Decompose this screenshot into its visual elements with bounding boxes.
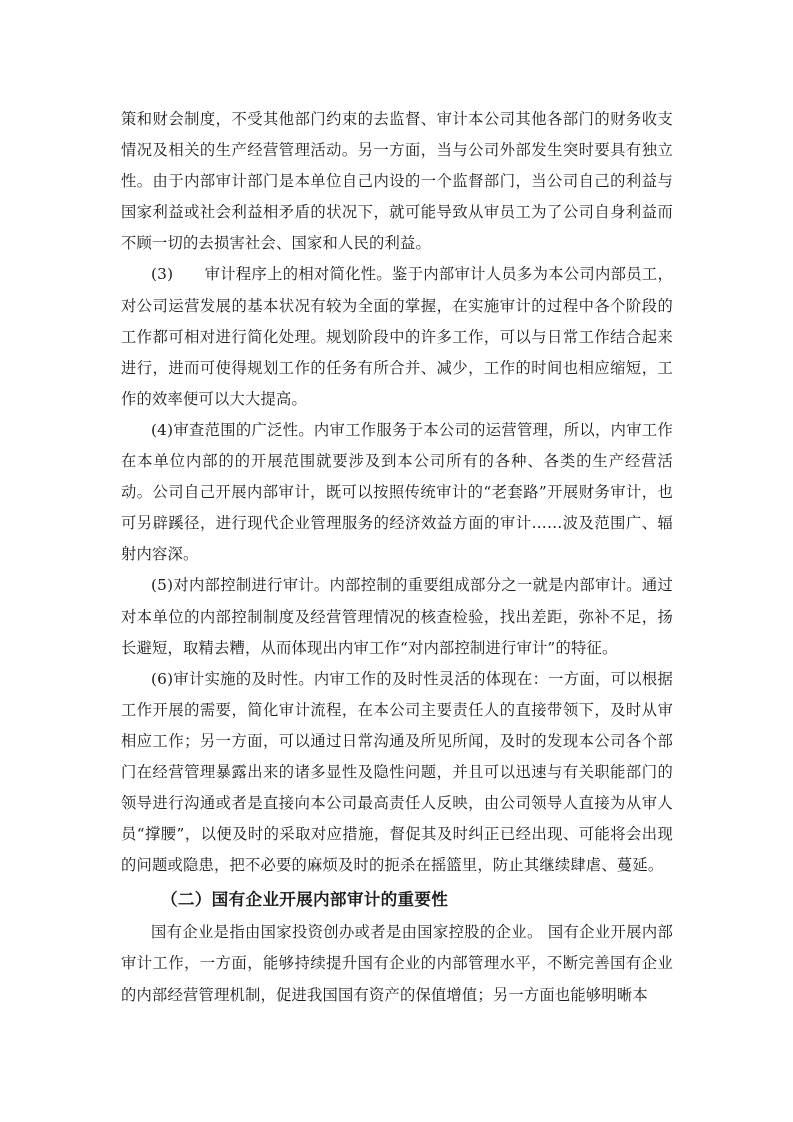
paragraph-broad-scope: (4)审查范围的广泛性。内审工作服务于本公司的运营管理，所以，内审工作在本单位内部的的开展范围就要涉及到本公司所有的各种、各类的生产经营活动。公司自己开展内部审计，既可以按照传统审计的“老套路”开展财务审计，也可另辟蹊径，进行现代企业管理服务的经济效益方面的审计……波及范围广、辐射内容深。 bbox=[121, 420, 673, 564]
paragraph-timeliness: (6)审计实施的及时性。内审工作的及时性灵活的体现在：一方面，可以根据工作开展的需要，简化审计流程，在本公司主要责任人的直接带领下，及时从审相应工作；另一方面，可以通过日常沟通及所见所闻，及时的发现本公司各个部门在经营管理暴露出来的诸多显性及隐性问题，并且可以迅速与有关职能部门的领导进行沟通或者是直接向本公司最高责任人反映，由公司领导人直接为从审人员“撑腰”，以便及时的采取对应措施，督促其及时纠正已经出现、可能将会出现的问题或隐患，把不必要的麻烦及时的扼杀在摇篮里，防止其继续肆虐、蔓延。 bbox=[121, 669, 673, 875]
section-heading: （二）国有企业开展内部审计的重要性 bbox=[161, 890, 449, 910]
paragraph-simplified-procedure: (3) 审计程序上的相对简化性。鉴于内部审计人员多为本公司内部员工，对公司运营发展的基本状况有较为全面的掌握，在实施审计的过程中各个阶段的工作都可相对进行简化处理。规划阶段中的许多工作，可以与日常工作结合起来进行，进而可使得规划工作的任务有所合并、减少，工作的时间也相应缩短，工作的效率便可以大大提高。 bbox=[121, 265, 673, 408]
paragraph-independence-continued: 策和财会制度，不受其他部门约束的去监督、审计本公司其他各部门的财务收支情况及相关的生产经营管理活动。另一方面，当与公司外部发生突时要具有独立性。由于内部审计部门是本单位自己内设的一个监督部门，当公司自己的利益与国家利益或社会利益相矛盾的状况下，就可能导致从审员工为了公司自身利益而不顾一切的去损害社会、国家和人民的利益。 bbox=[121, 110, 673, 253]
paragraph-internal-control-audit: (5)对内部控制进行审计。内部控制的重要组成部分之一就是内部审计。通过对本单位的内部控制制度及经营管理情况的核查检验，找出差距，弥补不足，扬长避短，取精去糟，从而体现出内审工作“对内部控制进行审计”的特征。 bbox=[121, 576, 673, 657]
document-page bbox=[121, 104, 673, 1011]
paragraph-soe-importance: 国有企业是指由国家投资创办或者是由国家控股的企业。 国有企业开展内部审计工作，一方面，能够持续提升国有企业的内部管理水平，不断完善国有企业的内部经营管理机制，促进我国国有资产的保值增值；另一方面也能够明晰本 bbox=[121, 923, 673, 1004]
